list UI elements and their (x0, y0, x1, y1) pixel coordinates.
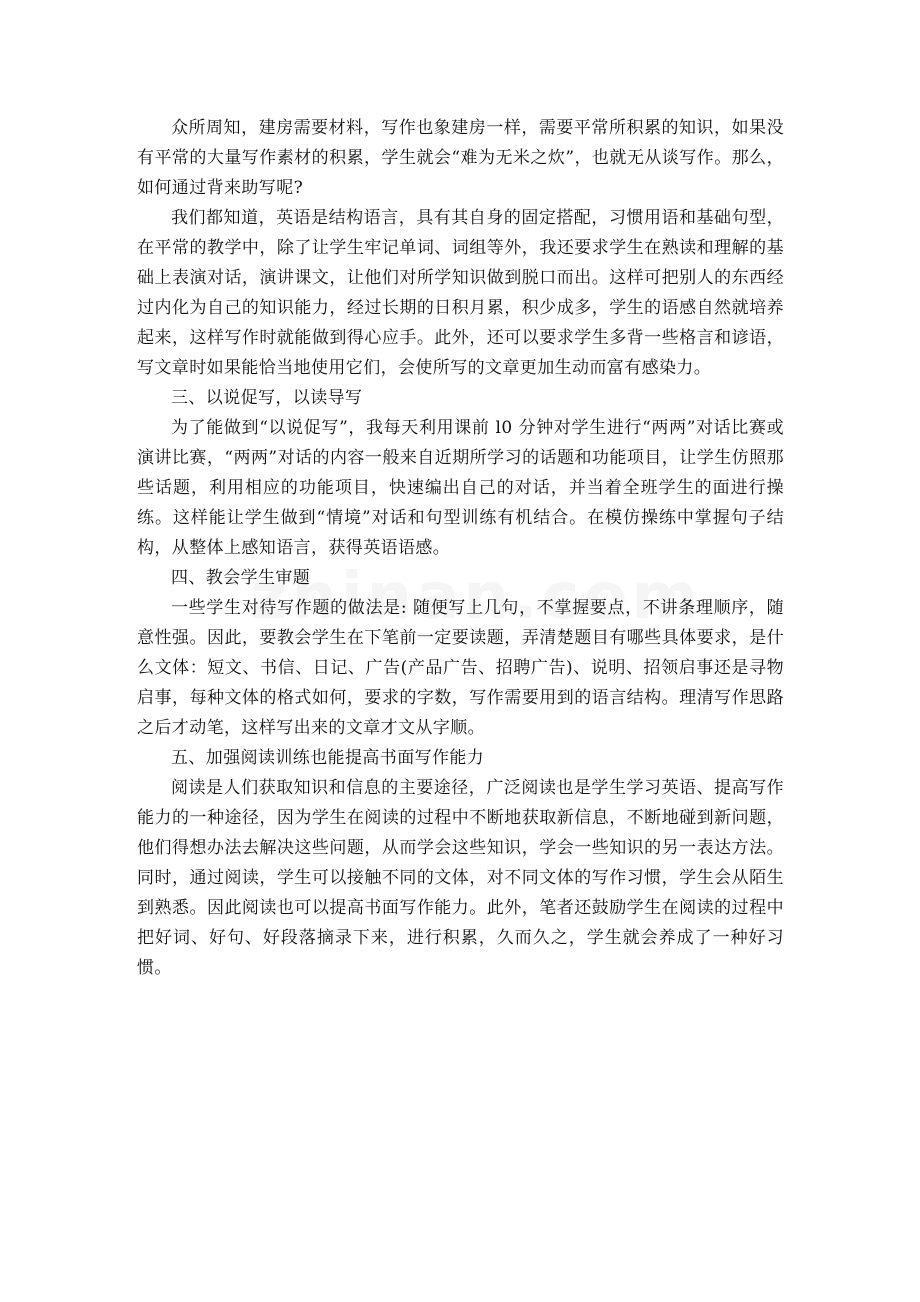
paragraph-question-analysis: 一些学生对待写作题的做法是: 随便写上几句，不掌握要点，不讲条理顺序，随意性强。因此，要教会学生在下笔前一定要读题，弄清楚题目有哪些具体要求，是什么文体：短文、书信、日记、广告(产品广告、招聘广告)、说明、招领启事还是寻物启事，每种文体的格式如何，要求的字数，写作需要用到的语言结构。理清写作思路之后才动笔，这样写出来的文章才文从字顺。 (137, 598, 784, 738)
paragraph-dialogue-practice: 为了能做到“以说促写”，我每天利用课前 l0 分钟对学生进行“两两”对话比赛或演讲比赛，“两两”对话的内容一般来自近期所学习的话题和功能项目，让学生仿照那些话题，利用相应的功能项目，快速编出自己的对话，并当着全班学生的面进行操练。这样能让学生做到“情境”对话和句型训练有机结合。在模仿操练中掌握句子结构，从整体上感知语言，获得英语语感。 (137, 418, 784, 558)
paragraph-structure-language: 我们都知道，英语是结构语言，具有其自身的固定搭配，习惯用语和基础句型，在平常的教学中，除了让学生牢记单词、词组等外，我还要求学生在熟读和理解的基础上表演对话，演讲课文，让他们对所学知识做到脱口而出。这样可把别人的东西经过内化为自己的知识能力，经过长期的日积月累，积少成多，学生的语感自然就培养起来，这样写作时就能做到得心应手。此外，还可以要求学生多背一些格言和谚语，写文章时如果能恰当地使用它们，会使所写的文章更加生动而富有感染力。 (137, 208, 784, 378)
section-heading-speak-read: 三、以说促写，以读导写 (171, 388, 363, 408)
section-heading-reading-training: 五、加强阅读训练也能提高书面写作能力 (171, 748, 485, 768)
document-body (137, 113, 784, 983)
section-heading-read-question: 四、教会学生审题 (171, 568, 311, 588)
paragraph-reading-benefits: 阅读是人们获取知识和信息的主要途径，广泛阅读也是学生学习英语、提高写作能力的一种途径，因为学生在阅读的过程中不断地获取新信息，不断地碰到新问题，他们得想办法去解决这些问题，从而学会这些知识，学会一些知识的另一表达方法。同时，通过阅读，学生可以接触不同的文体，对不同文体的写作习惯，学生会从陌生到熟悉。因此阅读也可以提高书面写作能力。此外，笔者还鼓励学生在阅读的过程中把好词、好句、好段落摘录下来，进行积累，久而久之，学生就会养成了一种好习惯。 (137, 778, 784, 978)
paragraph-materials-metaphor: 众所周知，建房需要材料，写作也象建房一样，需要平常所积累的知识，如果没有平常的大量写作素材的积累，学生就会“难为无米之炊”，也就无从谈写作。那么，如何通过背来助写呢? (137, 118, 784, 198)
